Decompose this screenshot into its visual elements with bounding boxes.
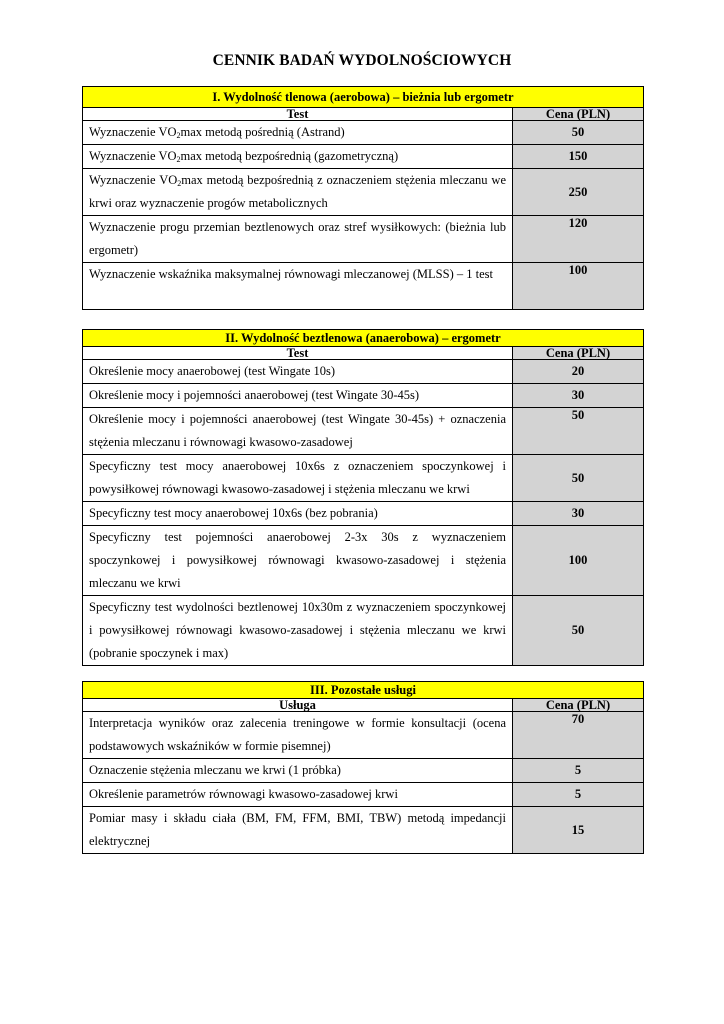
row-description: Wyznaczenie wskaźnika maksymalnej równowagi mleczanowej (MLSS) – 1 test [83, 263, 513, 310]
row-price: 100 [513, 263, 644, 310]
table-row [83, 145, 644, 169]
table-row [83, 169, 644, 216]
column-header-service: Usługa [83, 699, 513, 712]
column-header-row [83, 347, 644, 360]
table-row [83, 408, 644, 455]
row-description: Wyznaczenie $VO_2\max$ metodą bezpośrednią (gazometryczną) [83, 145, 513, 169]
table-row [83, 216, 644, 263]
table-row [83, 502, 644, 526]
column-header-test: Test [83, 108, 513, 121]
row-price: 150 [513, 145, 644, 169]
table-row [83, 360, 644, 384]
row-description: Pomiar masy i składu ciała (BM, FM, FFM, BMI, TBW) metodą impedancji elektrycznej [83, 807, 513, 854]
row-price: 5 [513, 783, 644, 807]
table-row [83, 596, 644, 666]
row-price: 70 [513, 712, 644, 759]
row-price: 20 [513, 360, 644, 384]
row-price: 50 [513, 121, 644, 145]
table-row [83, 807, 644, 854]
row-description: Wyznaczenie $VO_2\max$ metodą bezpośrednią z oznaczeniem stężenia mleczanu we krwi oraz wyznaczenie progów metabolicznych [83, 169, 513, 216]
row-description: Oznaczenie stężenia mleczanu we krwi (1 próbka) [83, 759, 513, 783]
section-heading: I. Wydolność tlenowa (aerobowa) – bieżnia lub ergometr [83, 87, 644, 108]
row-price: 15 [513, 807, 644, 854]
table-row [83, 526, 644, 596]
section-heading: III. Pozostałe usługi [83, 682, 644, 699]
table-row [83, 263, 644, 310]
column-header-row [83, 699, 644, 712]
row-price: 50 [513, 455, 644, 502]
page-title: CENNIK BADAŃ WYDOLNOŚCIOWYCH [212, 52, 512, 69]
price-table-other-services [82, 681, 644, 854]
row-price: 50 [513, 408, 644, 455]
row-price: 50 [513, 596, 644, 666]
column-header-price: Cena (PLN) [513, 108, 644, 121]
row-description: Specyficzny test wydolności beztlenowej 10x30m z wyznaczeniem spoczynkowej i powysiłkowej równowagi kwasowo-zasadowej i stężenia mleczanu we krwi (pobranie spoczynek i max) [83, 596, 513, 666]
row-description: Wyznaczenie $VO_2\max$ metodą pośrednią (Astrand) [83, 121, 513, 145]
row-description: Specyficzny test mocy anaerobowej 10x6s (bez pobrania) [83, 502, 513, 526]
row-price: 250 [513, 169, 644, 216]
row-price: 5 [513, 759, 644, 783]
price-table-aerobic [82, 86, 644, 310]
row-price: 30 [513, 384, 644, 408]
table-row [83, 121, 644, 145]
table-row [83, 783, 644, 807]
column-header-price: Cena (PLN) [513, 347, 644, 360]
row-description: Określenie mocy i pojemności anaerobowej (test Wingate 30-45s) + oznaczenia stężenia mleczanu i równowagi kwasowo-zasadowej [83, 408, 513, 455]
row-description: Specyficzny test mocy anaerobowej 10x6s z oznaczeniem spoczynkowej i powysiłkowej równowagi kwasowo-zasadowej i stężenia mleczanu we krwi [83, 455, 513, 502]
row-price: 30 [513, 502, 644, 526]
table-row [83, 759, 644, 783]
row-description: Interpretacja wyników oraz zalecenia treningowe w formie konsultacji (ocena podstawowych wskaźników w formie pisemnej) [83, 712, 513, 759]
row-description: Określenie mocy i pojemności anaerobowej (test Wingate 30-45s) [83, 384, 513, 408]
section-heading: II. Wydolność beztlenowa (anaerobowa) – ergometr [83, 330, 644, 347]
row-price: 120 [513, 216, 644, 263]
price-table-anaerobic [82, 329, 644, 666]
column-header-test: Test [83, 347, 513, 360]
column-header-row [83, 108, 644, 121]
row-description: Określenie parametrów równowagi kwasowo-zasadowej krwi [83, 783, 513, 807]
row-description: Wyznaczenie progu przemian beztlenowych oraz stref wysiłkowych: (bieżnia lub ergometr) [83, 216, 513, 263]
table-row [83, 712, 644, 759]
row-description: Specyficzny test pojemności anaerobowej 2-3x 30s z wyznaczeniem spoczynkowej i powysiłkowej równowagi kwasowo-zasadowej i stężenia mleczanu we krwi [83, 526, 513, 596]
row-price: 100 [513, 526, 644, 596]
table-row [83, 384, 644, 408]
column-header-price: Cena (PLN) [513, 699, 644, 712]
table-row [83, 455, 644, 502]
row-description: Określenie mocy anaerobowej (test Wingate 10s) [83, 360, 513, 384]
